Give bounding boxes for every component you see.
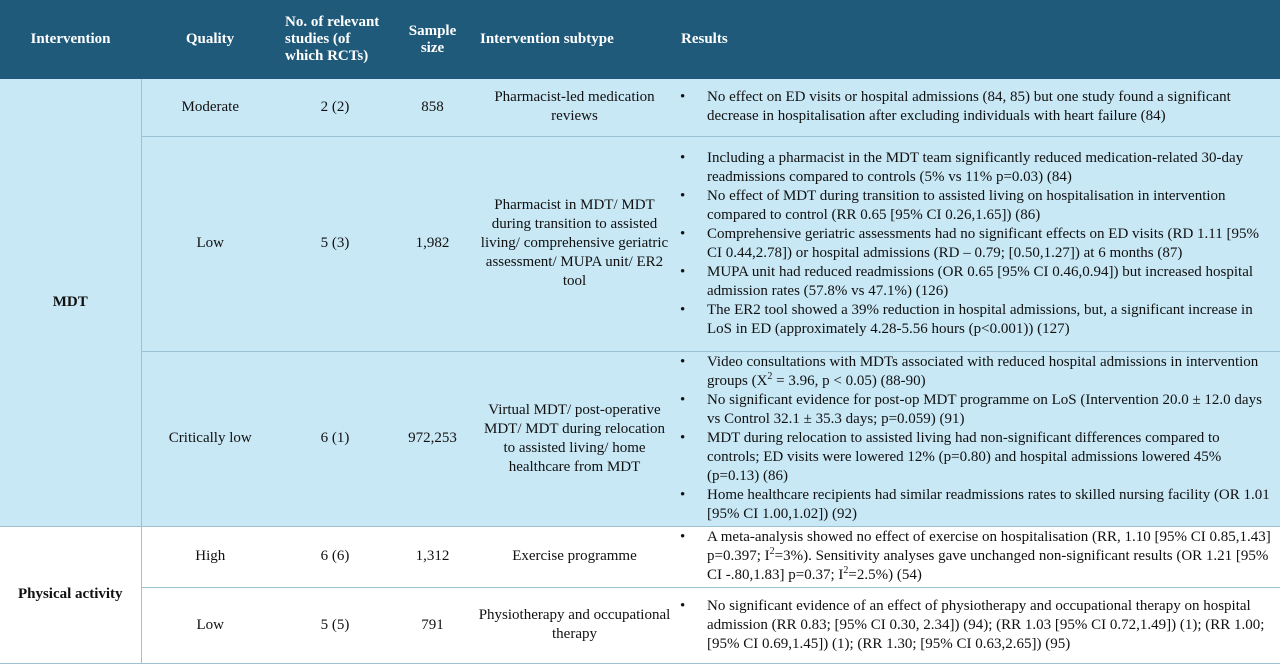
header-subtype: Intervention subtype xyxy=(474,0,675,79)
table-row xyxy=(0,587,1280,663)
studies-cell: 5 (5) xyxy=(279,587,391,663)
sample-cell: 1,312 xyxy=(391,526,474,587)
studies-cell: 5 (3) xyxy=(279,136,391,351)
sample-cell: 858 xyxy=(391,79,474,136)
table-row xyxy=(0,79,1280,136)
quality-cell: Low xyxy=(141,587,279,663)
header-row xyxy=(0,0,1280,79)
result-bullet: • MDT during relocation to assisted living had non-significant differences compared to controls; ED visits were lowered 12% (p=0.80) and hospital admissions lowered 45% (p=0.13) (86) xyxy=(707,429,1274,486)
studies-cell: 6 (1) xyxy=(279,351,391,526)
header-studies: No. of relevant studies (of which RCTs) xyxy=(279,0,391,79)
result-bullet: • Including a pharmacist in the MDT team significantly reduced medication-related 30-day readmissions compared to controls (5% vs 11% p=0.03) (84) xyxy=(707,149,1274,187)
group-label-mdt: MDT xyxy=(0,79,141,526)
result-bullet: • A meta-analysis showed no effect of exercise on hospitalisation (RR, 1.10 [95% CI 0.85,1.43] p=0.397; $I^2=3\%$). Sensitivity analyses gave unchanged non-significant results (OR 1.21 [95% CI -.80,1.83] p=0.37; $I^2=2.5\%$) (54) xyxy=(707,528,1274,585)
sample-cell: 1,982 xyxy=(391,136,474,351)
header-quality: Quality xyxy=(141,0,279,79)
result-bullet: • Comprehensive geriatric assessments had no significant effects on ED visits (RD 1.11 [95% CI 0.44,2.78]) or hospital admissions (RD – 0.79; [0.50,1.27]) at 6 months (87) xyxy=(707,225,1274,263)
results-cell xyxy=(675,587,1280,663)
result-bullet: • Home healthcare recipients had similar readmissions rates to skilled nursing facility (OR 1.01 [95% CI 1.00,1.02]) (92) xyxy=(707,486,1274,524)
results-cell xyxy=(675,79,1280,136)
subtype-cell: Pharmacist in MDT/ MDT during transition to assisted living/ comprehensive geriatric assessment/ MUPA unit/ ER2 tool xyxy=(474,136,675,351)
group-label-physical-activity: Physical activity xyxy=(0,526,141,663)
results-cell xyxy=(675,136,1280,351)
subtype-cell: Exercise programme xyxy=(474,526,675,587)
table-row xyxy=(0,351,1280,526)
subtype-cell: Pharmacist-led medication reviews xyxy=(474,79,675,136)
quality-cell: Low xyxy=(141,136,279,351)
sample-cell: 791 xyxy=(391,587,474,663)
result-bullet: • No significant evidence of an effect of physiotherapy and occupational therapy on hospital admission (RR 0.83; [95% CI 0.30, 2.34]) (94); (RR 1.03 [95% CI 0.72,1.49]) (1); (RR 1.00; [95% CI 0.69,1.45]) (1); (RR 1.30; [95% CI 0.63,2.65]) (95) xyxy=(707,597,1274,654)
quality-cell: High xyxy=(141,526,279,587)
table-row xyxy=(0,526,1280,587)
quality-cell: Moderate xyxy=(141,79,279,136)
header-intervention: Intervention xyxy=(0,0,141,79)
result-bullet: • No effect of MDT during transition to assisted living on hospitalisation in intervention compared to control (RR 0.65 [95% CI 0.26,1.65]) (86) xyxy=(707,187,1274,225)
studies-cell: 6 (6) xyxy=(279,526,391,587)
results-cell xyxy=(675,351,1280,526)
studies-cell: 2 (2) xyxy=(279,79,391,136)
subtype-cell: Virtual MDT/ post-operative MDT/ MDT during relocation to assisted living/ home healthcare from MDT xyxy=(474,351,675,526)
subtype-cell: Physiotherapy and occupational therapy xyxy=(474,587,675,663)
results-cell xyxy=(675,526,1280,587)
header-sample-size: Sample size xyxy=(391,0,474,79)
quality-cell: Critically low xyxy=(141,351,279,526)
result-bullet: • Video consultations with MDTs associated with reduced hospital admissions in intervention groups ($X^2 = 3.96$, p < 0.05) (88-90) xyxy=(707,353,1274,391)
sample-cell: 972,253 xyxy=(391,351,474,526)
header-results: Results xyxy=(675,0,1280,79)
result-bullet: • No significant evidence for post-op MDT programme on LoS (Intervention 20.0 ± 12.0 days vs Control 32.1 ± 35.3 days; p=0.059) (91) xyxy=(707,391,1274,429)
result-bullet: • The ER2 tool showed a 39% reduction in hospital admissions, but, a significant increase in LoS in ED (approximately 4.28-5.56 hours (p<0.001)) (127) xyxy=(707,301,1274,339)
table-row xyxy=(0,136,1280,351)
result-bullet: • No effect on ED visits or hospital admissions (84, 85) but one study found a significant decrease in hospitalisation after excluding individuals with heart failure (84) xyxy=(707,88,1274,126)
result-bullet: • MUPA unit had reduced readmissions (OR 0.65 [95% CI 0.46,0.94]) but increased hospital admission rates (57.8% vs 47.1%) (126) xyxy=(707,263,1274,301)
